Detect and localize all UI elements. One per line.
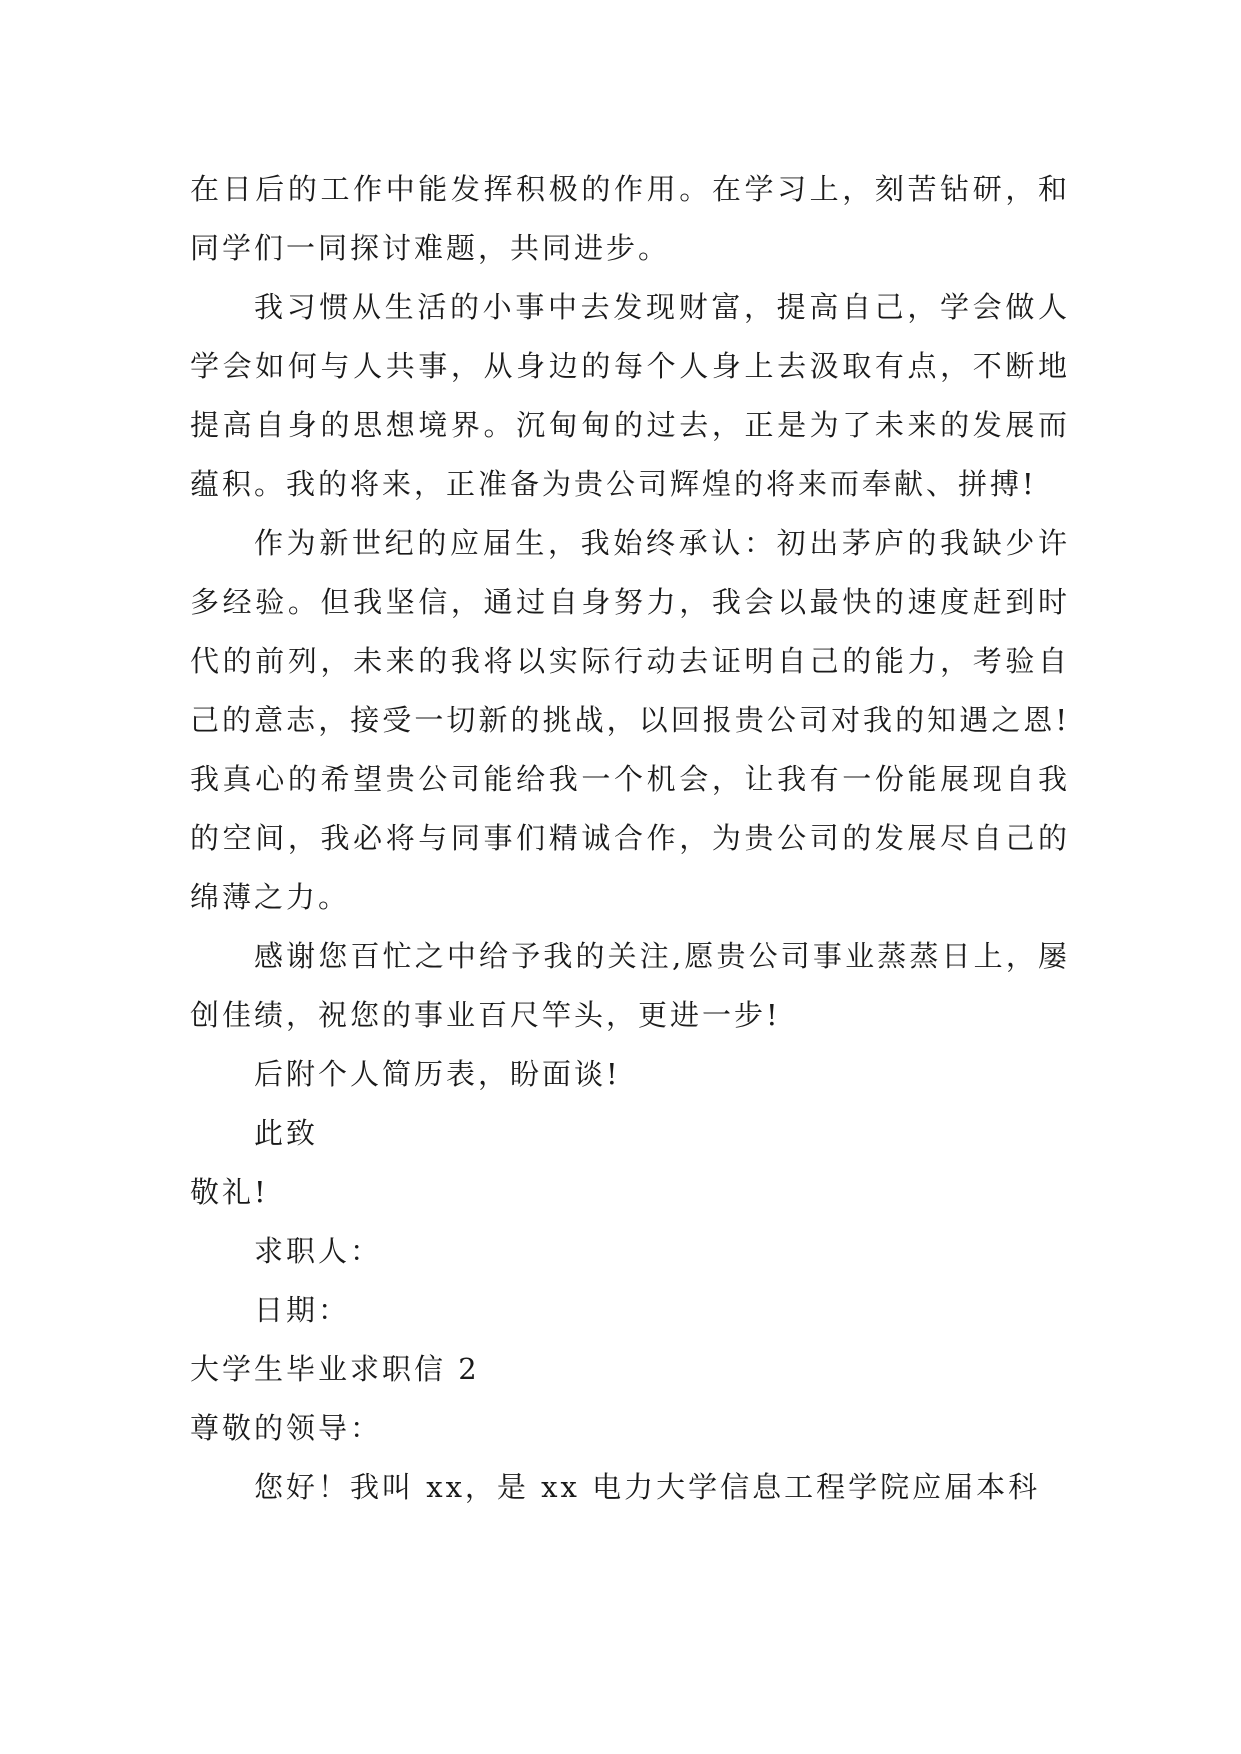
closing-regards: 敬礼! (190, 1175, 269, 1209)
paragraph-habits: 我习惯从生活的小事中去发现财富，提高自己，学会做人学会如何与人共事，从身边的每个人身上去汲取有点，不断地提高自身的思想境界。沉甸甸的过去，正是为了未来的发展而蕴积。我的将来，正准备为贵公司辉煌的将来而奉献、拼搏! (190, 290, 1070, 501)
document-body (190, 160, 1070, 1517)
letter-title: 大学生毕业求职信 2 (190, 1352, 480, 1386)
paragraph-intro: 您好！我叫 xx，是 xx 电力大学信息工程学院应届本科 (254, 1470, 1041, 1504)
closing-salutation: 此致 (254, 1116, 319, 1150)
paragraph-thanks: 感谢您百忙之中给予我的关注,愿贵公司事业蒸蒸日上，屡创佳绩，祝您的事业百尺竿头，更进一步! (190, 939, 1070, 1032)
paragraph-study: 在日后的工作中能发挥积极的作用。在学习上，刻苦钻研，和同学们一同探讨难题，共同进步。 (190, 172, 1070, 265)
signature-applicant: 求职人： (254, 1234, 383, 1268)
paragraph-graduate: 作为新世纪的应届生，我始终承认：初出茅庐的我缺少许多经验。但我坚信，通过自身努力，我会以最快的速度赶到时代的前列，未来的我将以实际行动去证明自己的能力，考验自己的意志，接受一切新的挑战，以回报贵公司对我的知遇之恩!我真心的希望贵公司能给我一个机会，让我有一份能展现自我的空间，我必将与同事们精诚合作，为贵公司的发展尽自己的绵薄之力。 (190, 526, 1070, 914)
letter-greeting: 尊敬的领导： (190, 1411, 383, 1445)
signature-date: 日期： (254, 1293, 351, 1327)
paragraph-attachment: 后附个人简历表，盼面谈! (254, 1057, 621, 1091)
